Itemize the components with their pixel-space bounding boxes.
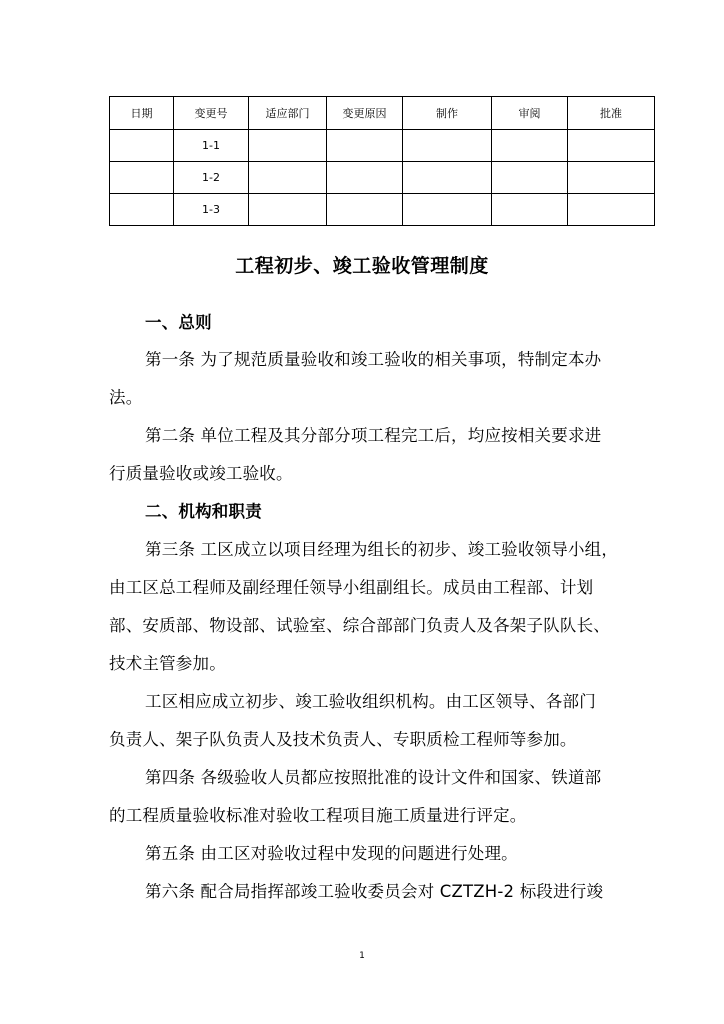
header-cell-approved: 批准 <box>568 97 655 130</box>
article-4-line-2: 的工程质量验收标准对验收工程项目施工质量进行评定。 <box>109 806 527 825</box>
table-cell <box>110 162 174 194</box>
table-cell <box>249 194 327 226</box>
table-cell: 1-1 <box>174 130 249 162</box>
article-1-line-2: 法。 <box>109 388 143 407</box>
table-cell <box>327 130 403 162</box>
article-6-line-1: 第六条 配合局指挥部竣工验收委员会对 CZTZH-2 标段进行竣 <box>145 882 604 901</box>
page-number: 1 <box>359 951 365 961</box>
article-3-line-2: 由工区总工程师及副经理任领导小组副组长。成员由工程部、计划 <box>109 578 594 597</box>
table-cell <box>568 162 655 194</box>
table-cell <box>110 130 174 162</box>
paragraph-line-2: 负责人、架子队负责人及技术负责人、专职质检工程师等参加。 <box>109 730 577 749</box>
revision-table <box>109 96 655 226</box>
article-3-line-4: 技术主管参加。 <box>109 654 226 673</box>
table-cell <box>403 194 492 226</box>
table-row <box>110 162 655 194</box>
article-2-line-1: 第二条 单位工程及其分部分项工程完工后，均应按相关要求进 <box>145 426 602 445</box>
table-header-row <box>110 97 655 130</box>
table-cell <box>249 130 327 162</box>
table-cell: 1-3 <box>174 194 249 226</box>
table-cell: 1-2 <box>174 162 249 194</box>
table-cell <box>327 162 403 194</box>
section-heading-organization: 二、机构和职责 <box>145 502 262 521</box>
header-cell-date: 日期 <box>110 97 174 130</box>
table-cell <box>492 194 568 226</box>
table-row <box>110 130 655 162</box>
section-heading-general: 一、总则 <box>145 313 212 332</box>
table-cell <box>568 130 655 162</box>
table-cell <box>492 130 568 162</box>
article-3-line-1: 第三条 工区成立以项目经理为组长的初步、竣工验收领导小组， <box>145 540 619 559</box>
header-cell-department: 适应部门 <box>249 97 327 130</box>
article-3-line-3: 部、安质部、物设部、试验室、综合部部门负责人及各架子队队长、 <box>109 616 610 635</box>
header-cell-change-no: 变更号 <box>174 97 249 130</box>
article-1-line-1: 第一条 为了规范质量验收和竣工验收的相关事项，特制定本办 <box>145 350 602 369</box>
document-title: 工程初步、竣工验收管理制度 <box>235 255 489 277</box>
table-cell <box>249 162 327 194</box>
table-cell <box>110 194 174 226</box>
paragraph-line-1: 工区相应成立初步、竣工验收组织机构。由工区领导、各部门 <box>145 692 596 711</box>
table-cell <box>568 194 655 226</box>
article-5-line-1: 第五条 由工区对验收过程中发现的问题进行处理。 <box>145 844 518 863</box>
table-cell <box>327 194 403 226</box>
table-row <box>110 194 655 226</box>
article-2-line-2: 行质量验收或竣工验收。 <box>109 464 293 483</box>
table-cell <box>403 162 492 194</box>
header-cell-reviewed: 审阅 <box>492 97 568 130</box>
article-4-line-1: 第四条 各级验收人员都应按照批准的设计文件和国家、铁道部 <box>145 768 602 787</box>
header-cell-prepared: 制作 <box>403 97 492 130</box>
header-cell-reason: 变更原因 <box>327 97 403 130</box>
table-cell <box>492 162 568 194</box>
table-cell <box>403 130 492 162</box>
